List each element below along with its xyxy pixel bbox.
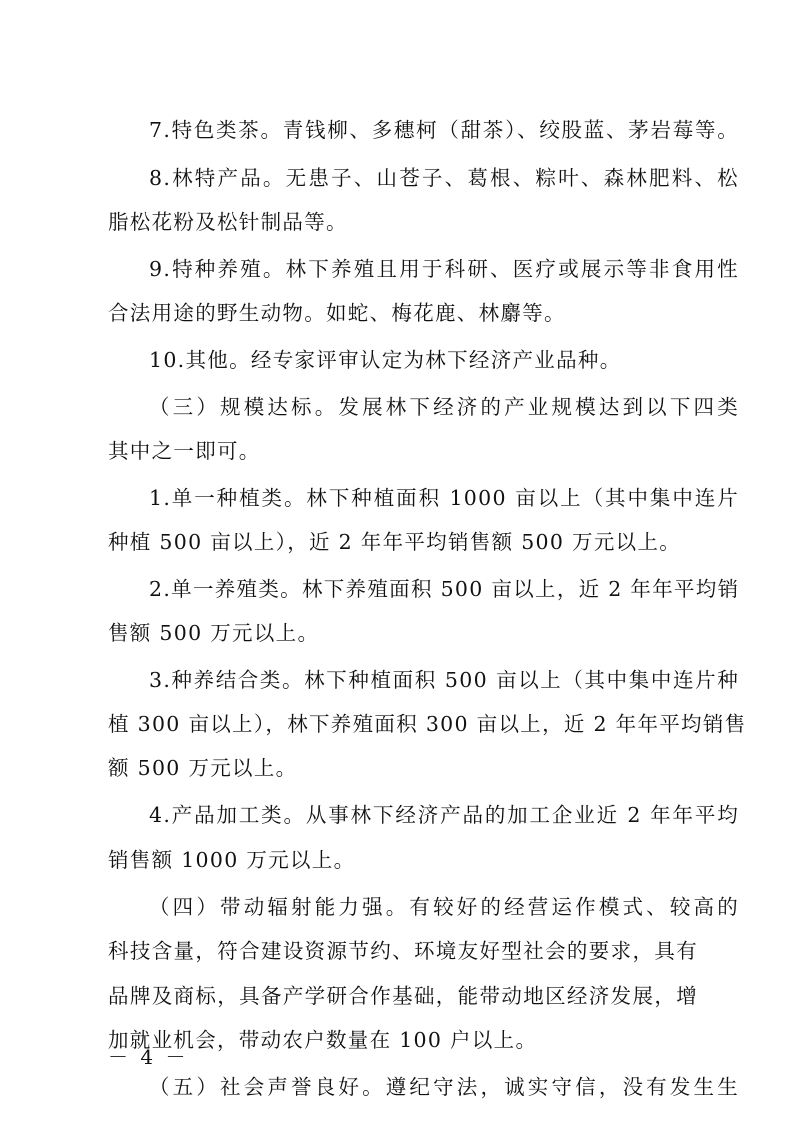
text-line: 科技含量，符合建设资源节约、环境友好型社会的要求，具有 (108, 939, 698, 963)
text-line: 种植 500 亩以上），近 2 年年平均销售额 500 万元以上。 (108, 530, 682, 554)
text-line: 合法用途的野生动物。如蛇、梅花鹿、林麝等。 (108, 301, 566, 325)
text-line: 品牌及商标，具备产学研合作基础，能带动地区经济发展，增 (108, 984, 698, 1008)
text-line: 10.其他。经专家评审认定为林下经济产业品种。 (149, 348, 622, 372)
text-line: 加就业机会，带动农户数量在 100 户以上。 (108, 1028, 538, 1052)
text-line: 销售额 1000 万元以上。 (108, 848, 356, 872)
text-line: 1.单一种植类。林下种植面积 1000 亩以上（其中集中连片 (149, 486, 739, 510)
text-line: 额 500 万元以上。 (108, 756, 298, 780)
text-line: （四）带动辐射能力强。有较好的经营运作模式、较高的 (149, 895, 739, 919)
text-line: 7.特色类茶。青钱柳、多穗柯（甜茶）、绞股蓝、茅岩莓等。 (149, 118, 739, 142)
page-number: － 4 － (108, 1045, 189, 1069)
text-line: 植 300 亩以上），林下养殖面积 300 亩以上，近 2 年年平均销售 (108, 712, 747, 736)
text-line: 9.特种养殖。林下养殖且用于科研、医疗或展示等非食用性 (149, 257, 739, 281)
text-line: 2.单一养殖类。林下养殖面积 500 亩以上，近 2 年年平均销 (149, 577, 740, 601)
text-line: 4.产品加工类。从事林下经济产品的加工企业近 2 年年平均 (149, 803, 739, 827)
text-line: 售额 500 万元以上。 (108, 621, 320, 645)
text-line: （三）规模达标。发展林下经济的产业规模达到以下四类 (149, 395, 739, 419)
text-line: 脂松花粉及松针制品等。 (108, 210, 348, 234)
text-line: 8.林特产品。无患子、山苍子、葛根、粽叶、森林肥料、松 (149, 166, 739, 190)
text-line: 其中之一即可。 (108, 439, 261, 463)
text-line: 3.种养结合类。林下种植面积 500 亩以上（其中集中连片种 (149, 668, 739, 692)
text-line: （五）社会声誉良好。遵纪守法，诚实守信，没有发生生 (149, 1075, 739, 1099)
